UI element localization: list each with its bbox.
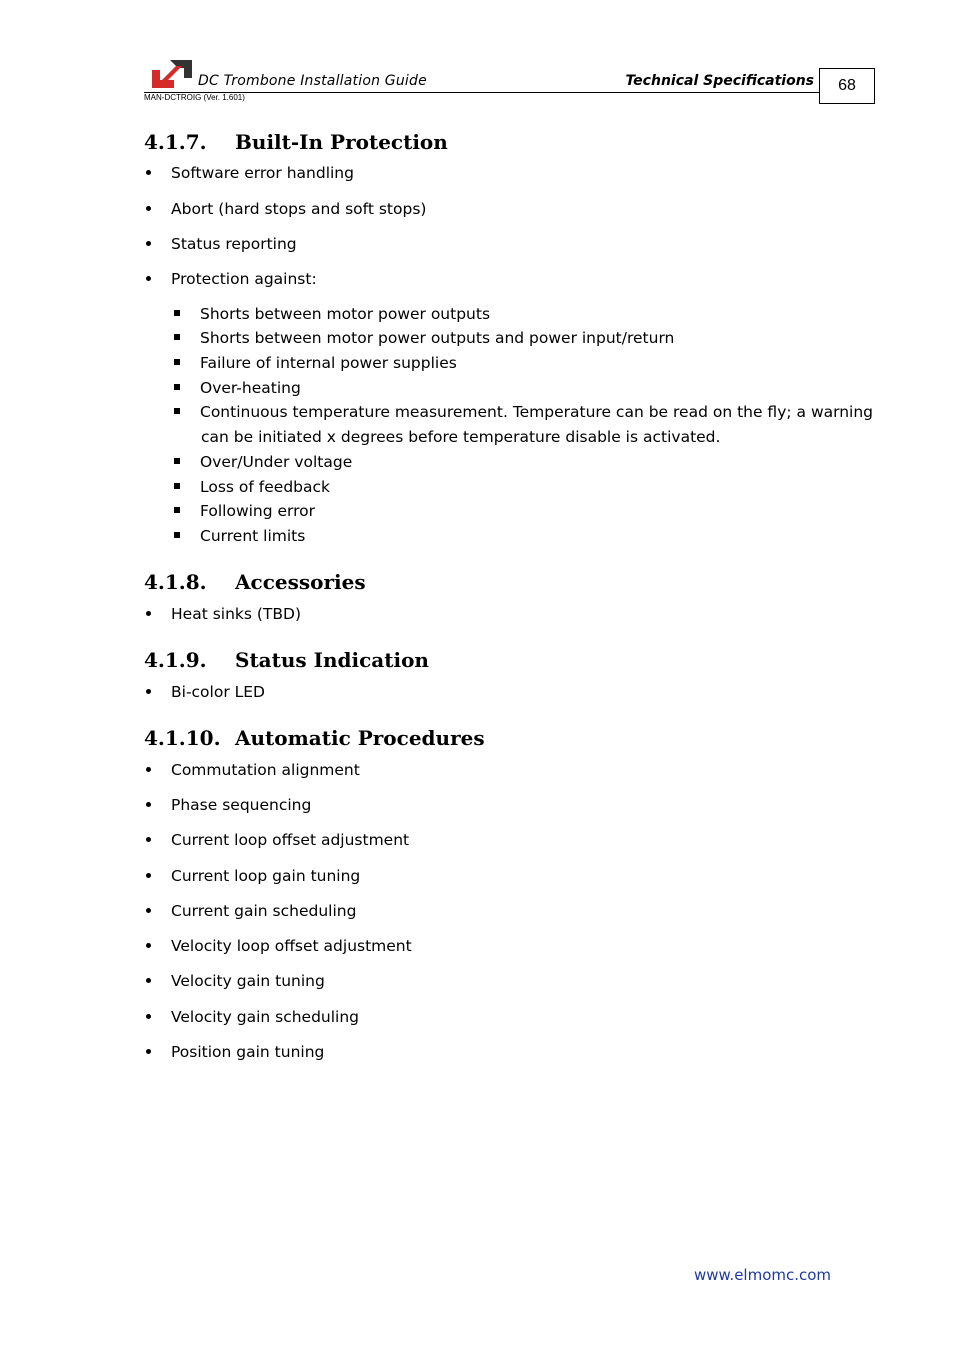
section-heading-status-indication [144, 648, 429, 672]
bullet-icon [146, 943, 151, 948]
sub-list-item [172, 403, 873, 421]
section-number: 4.1.9. [144, 648, 207, 672]
bullet-icon [146, 276, 151, 281]
section-title: Accessories [235, 570, 366, 594]
sub-list-item [172, 379, 301, 397]
sub-list-item-continuation: can be initiated x degrees before temperature disable is activated. [201, 428, 721, 446]
sub-list-item-text: Shorts between motor power outputs [200, 305, 491, 323]
square-bullet-icon [174, 310, 180, 316]
list-item [144, 796, 311, 814]
bullet-icon [146, 689, 151, 694]
bullet-icon [146, 206, 151, 211]
sub-list-item-text: Current limits [200, 527, 306, 545]
bullet-icon [146, 241, 151, 246]
list-item [144, 164, 354, 182]
sub-list-item-text: Over/Under voltage [200, 453, 353, 471]
sub-list-item [172, 453, 352, 471]
list-item-text: Bi-color LED [171, 683, 265, 701]
list-item-text: Current gain scheduling [171, 902, 357, 920]
list-item [144, 972, 325, 990]
section-heading-accessories [144, 570, 366, 594]
list-item [144, 831, 409, 849]
square-bullet-icon [174, 532, 180, 538]
section-number: 4.1.7. [144, 130, 207, 154]
elmo-logo-icon [148, 58, 192, 88]
sub-list-item-text: Over-heating [200, 379, 301, 397]
square-bullet-icon [174, 384, 180, 390]
list-item-text: Software error handling [171, 164, 354, 182]
section-title: Automatic Procedures [235, 726, 485, 750]
list-item-text: Heat sinks (TBD) [171, 605, 302, 623]
square-bullet-icon [174, 458, 180, 464]
section-heading-built-in-protection [144, 130, 448, 154]
square-bullet-icon [174, 507, 180, 513]
list-item-text: Current loop gain tuning [171, 867, 361, 885]
square-bullet-icon [174, 334, 180, 340]
bullet-icon [146, 1014, 151, 1019]
sub-list-item-text: Shorts between motor power outputs and power input/return [200, 329, 675, 347]
section-number: 4.1.10. [144, 726, 221, 750]
page-number: 68 [819, 68, 875, 104]
square-bullet-icon [174, 408, 180, 414]
sub-list-item [172, 527, 305, 545]
list-item-text: Current loop offset adjustment [171, 831, 410, 849]
bullet-icon [146, 908, 151, 913]
doc-code: MAN-DCTROIG (Ver. 1.601) [144, 93, 245, 102]
square-bullet-icon [174, 483, 180, 489]
sub-list-item-text: Continuous temperature measurement. Temperature can be read on the fly; a warning [200, 403, 874, 421]
square-bullet-icon [174, 359, 180, 365]
list-item-text: Phase sequencing [171, 796, 312, 814]
list-item [144, 1008, 359, 1026]
list-item [144, 605, 301, 623]
list-item [144, 200, 426, 218]
list-item [144, 937, 412, 955]
list-item-text: Velocity gain scheduling [171, 1008, 360, 1026]
list-item-text: Velocity gain tuning [171, 972, 325, 990]
bullet-icon [146, 1049, 151, 1054]
header-section-name: Technical Specifications [625, 73, 814, 89]
sub-list-item-text: Failure of internal power supplies [200, 354, 457, 372]
list-item [144, 683, 265, 701]
page-header [144, 56, 875, 106]
section-heading-automatic-procedures [144, 726, 485, 750]
header-rule [144, 92, 819, 93]
bullet-icon [146, 978, 151, 983]
sub-list-item [172, 305, 490, 323]
doc-title: DC Trombone Installation Guide [198, 73, 427, 89]
list-item [144, 761, 360, 779]
sub-list-item [172, 329, 674, 347]
footer-website-link[interactable]: www.elmomc.com [694, 1266, 832, 1284]
sub-list-item [172, 354, 457, 372]
list-item-text: Commutation alignment [171, 761, 360, 779]
list-item-text: Position gain tuning [171, 1043, 325, 1061]
list-item [144, 235, 297, 253]
section-title: Built-In Protection [235, 130, 448, 154]
section-title: Status Indication [235, 648, 429, 672]
sub-list-item-text: Following error [200, 502, 316, 520]
sub-list-item-text: Loss of feedback [200, 478, 330, 496]
bullet-icon [146, 170, 151, 175]
section-number: 4.1.8. [144, 570, 207, 594]
bullet-icon [146, 837, 151, 842]
list-item-text: Status reporting [171, 235, 297, 253]
list-item [144, 1043, 324, 1061]
list-item [144, 270, 317, 288]
list-item [144, 902, 356, 920]
bullet-icon [146, 611, 151, 616]
list-item-text: Abort (hard stops and soft stops) [171, 200, 427, 218]
sub-list-item [172, 502, 315, 520]
list-item [144, 867, 360, 885]
list-item-text: Protection against: [171, 270, 317, 288]
bullet-icon [146, 873, 151, 878]
list-item-text: Velocity loop offset adjustment [171, 937, 412, 955]
bullet-icon [146, 802, 151, 807]
sub-list-item [172, 478, 330, 496]
bullet-icon [146, 767, 151, 772]
